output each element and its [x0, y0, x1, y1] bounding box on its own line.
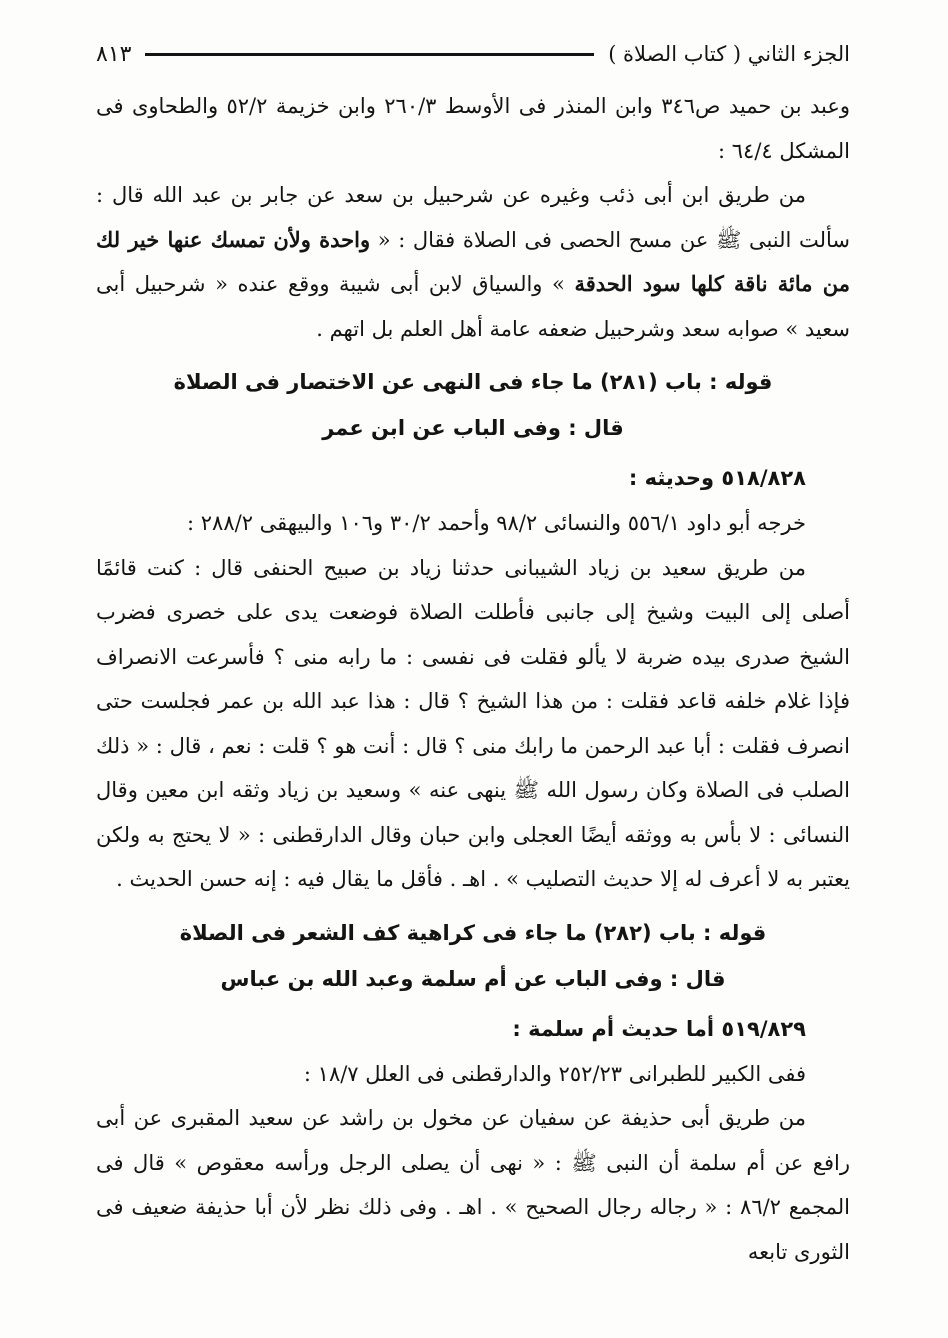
paragraph-hadith-jabir	[96, 173, 850, 351]
hadith-number-828: ٥١٨/٨٢٨ وحديثه :	[628, 466, 806, 490]
hadith-number-829: ٥١٩/٨٢٩ أما حديث أم سلمة :	[512, 1016, 806, 1041]
hadith-intro-text: من طريق ابن أبى ذئب وغيره عن شرحبيل بن سعد عن جابر بن عبد الله قال : سألت النبى ﷺ عن مسح الحصى فى الصلاة فقال : «	[96, 183, 850, 252]
paragraph-references-2: خرجه أبو داود ٥٥٦/١ والنسائى ٩٨/٢ وأحمد ٣٠/٢ و١٠٦ والبيهقى ٢٨٨/٢ :	[187, 511, 806, 535]
running-title: الجزء الثاني ( كتاب الصلاة )	[608, 42, 850, 66]
paragraph-references-3: ففى الكبير للطبرانى ٢٥٢/٢٣ والدارقطنى فى العلل ١٨/٧ :	[303, 1061, 806, 1086]
section-subheading-282: قال : وفى الباب عن أم سلمة وعبد الله بن عباس	[220, 966, 726, 991]
section-subheading-281: قال : وفى الباب عن ابن عمر	[322, 416, 624, 440]
paragraph-hadith-ibn-umar: من طريق سعيد بن زياد الشيبانى حدثنا زياد بن صبيح الحنفى قال : كنت قائمًا أصلى إلى البيت وشيخ إلى جانبى فأطلت الصلاة فوضعت يدى على خصرى فضرب الشيخ صدرى بيده ضربة لا يألو فقلت فى نفسى : ما رابه منى ؟ فأسرعت الانصراف فإذا غلام خلفه قاعد فقلت : من هذا الشيخ ؟ قال : هذا عبد الله بن عمر فجلست حتى انصرف فقلت : أبا عبد الرحمن ما رابك منى ؟ قال : أنت هو ؟ قلت : نعم ، قال : « ذلك الصلب فى الصلاة وكان رسول الله ﷺ ينهى عنه » وسعيد بن زياد وثقه ابن معين وقال النسائى : لا بأس به ووثقه أيضًا العجلى وابن حبان وقال الدارقطنى : « لا يحتج به ولكن يعتبر به لا أعرف له إلا حديث التصليب » . اهـ . فأقل ما يقال فيه : إنه حسن الحديث .	[96, 555, 850, 891]
hadith-quote-bold: واحدة ولأن تمسك عنها خير لك من مائة ناقة كلها سود الحدقة	[96, 226, 850, 296]
hadith-commentary-text: » والسياق لابن أبى شيبة ووقع عنده « شرحبيل أبى سعيد » صوابه سعد وشرحبيل ضعفه عامة أهل العلم بل اتهم .	[96, 272, 850, 341]
paragraph-references-1: وعبد بن حميد ص٣٤٦ وابن المنذر فى الأوسط ٢٦٠/٣ وابن خزيمة ٥٢/٢ والطحاوى فى المشكل ٦٤/٤ :	[96, 94, 850, 163]
section-heading-282: قوله : باب (٢٨٢) ما جاء فى كراهية كف الشعر فى الصلاة	[179, 920, 767, 945]
page-number: ٨١٣	[96, 41, 132, 67]
paragraph-hadith-umm-salama: من طريق أبى حذيفة عن سفيان عن مخول بن راشد عن سعيد المقبرى عن أبى رافع عن أم سلمة أن النبى ﷺ : « نهى أن يصلى الرجل ورأسه معقوص » قال فى المجمع ٨٦/٢ : « رجاله رجال الصحيح » . اهـ . وفى ذلك نظر لأن أبا حذيفة ضعيف فى الثورى تابعه	[96, 1106, 851, 1264]
page-header	[96, 34, 850, 74]
header-rule	[145, 53, 594, 56]
section-heading-281: قوله : باب (٢٨١) ما جاء فى النهى عن الاختصار فى الصلاة	[173, 370, 773, 394]
